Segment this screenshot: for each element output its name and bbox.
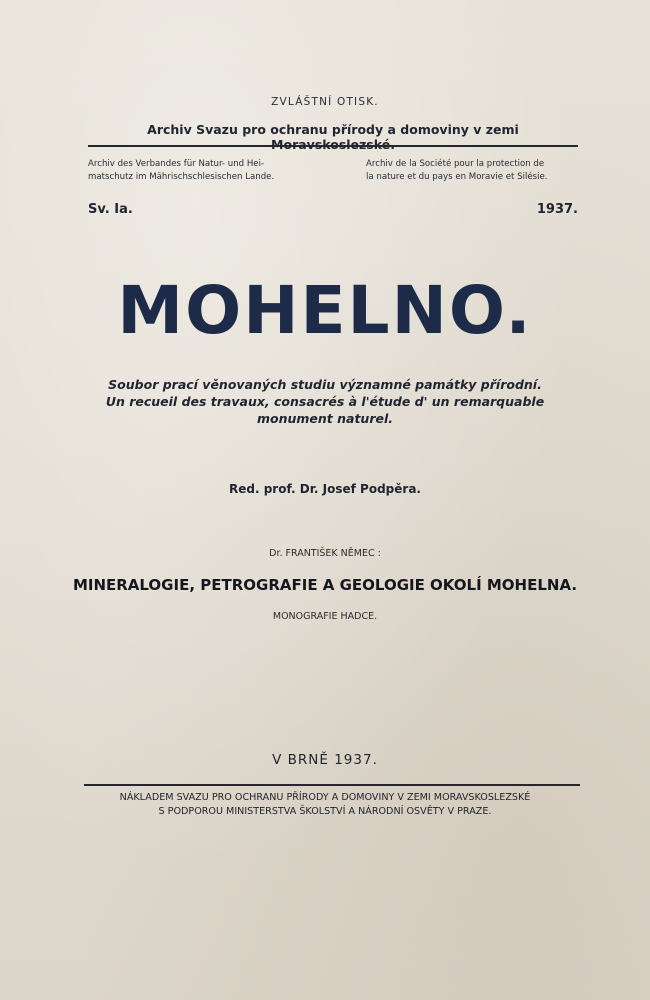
subtitle-line-3: monument naturel. bbox=[256, 411, 394, 426]
archive-title-french bbox=[366, 158, 581, 184]
subtitle bbox=[0, 376, 650, 427]
archive-title-german bbox=[88, 158, 318, 184]
publisher-line-1: NÁKLADEM SVAZU PRO OCHRANU PŘÍRODY A DOMOVINY V ZEMI MORAVSKOSLEZSKÉ bbox=[119, 792, 531, 803]
top-divider bbox=[88, 145, 578, 147]
publisher-line-2: S PODPOROU MINISTERSTVA ŠKOLSTVÍ A NÁRODNÍ OSVĚTY V PRAZE. bbox=[158, 806, 492, 817]
bottom-divider bbox=[84, 784, 580, 786]
archive-fr-line-2: la nature et du pays en Moravie et Silésie. bbox=[366, 172, 548, 182]
main-title: MOHELNO. bbox=[117, 272, 533, 349]
author-name: Dr. FRANTIŠEK NĚMEC : bbox=[269, 548, 381, 559]
subtitle-line-1: Soubor prací věnovaných studiu významné památky přírodní. bbox=[108, 377, 542, 392]
subtitle-line-2: Un recueil des travaux, consacrés à l'étude d' un remarquable bbox=[105, 394, 545, 409]
editor-credit: Red. prof. Dr. Josef Podpěra. bbox=[229, 482, 421, 496]
publisher-imprint bbox=[0, 791, 650, 819]
archive-de-line-2: matschutz im Mährischschlesischen Lande. bbox=[88, 172, 275, 182]
work-title: MINERALOGIE, PETROGRAFIE A GEOLOGIE OKOLÍ MOHELNA. bbox=[72, 576, 578, 594]
archive-title-czech: Archiv Svazu pro ochranu přírody a domoviny v zemi Moravskoslezské. bbox=[147, 122, 519, 152]
volume-year: 1937. bbox=[536, 202, 578, 217]
archive-fr-line-1: Archiv de la Société pour la protection de bbox=[366, 159, 545, 169]
archive-de-line-1: Archiv des Verbandes für Natur- und Hei- bbox=[88, 159, 265, 169]
special-print-label: ZVLÁŠTNÍ OTISK. bbox=[271, 96, 379, 108]
monograph-label: MONOGRAFIE HADCE. bbox=[272, 611, 378, 622]
volume-number: Sv. Ia. bbox=[88, 202, 133, 217]
place-and-year: V BRNĚ 1937. bbox=[272, 752, 378, 768]
